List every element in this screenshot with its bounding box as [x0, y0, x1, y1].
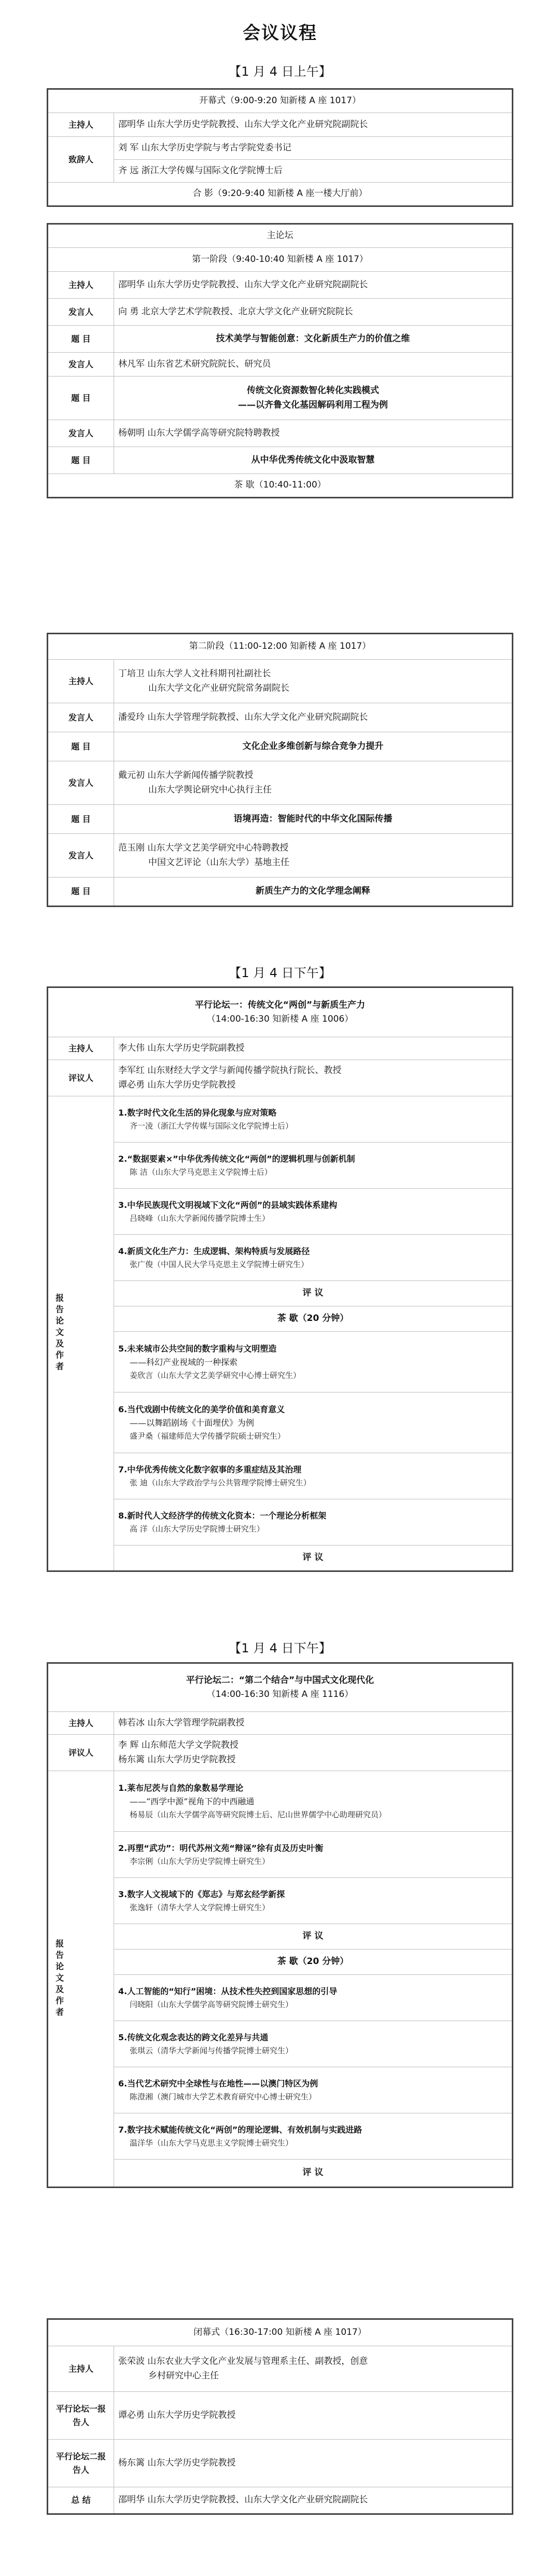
role-label: 发言人 — [48, 834, 114, 878]
stage2-speaker — [114, 761, 513, 805]
day-label-afternoon: 【1 月 4 日下午】 — [229, 966, 331, 980]
main-forum-header: 主论坛 — [48, 224, 513, 248]
stage1-topic — [114, 377, 513, 420]
role-label: 发言人 — [48, 703, 114, 732]
review-label: 评 议 — [114, 2160, 513, 2188]
paper-item — [114, 1975, 513, 2021]
speaker-line: 中国文艺评论（山东大学）基地主任 — [148, 857, 289, 868]
opening-speaker-1: 刘 军 山东大学历史学院与考古学院党委书记 — [114, 137, 513, 160]
stage2-topic: 文化企业多维创新与综合竞争力提升 — [114, 732, 513, 761]
closing-table — [47, 2318, 513, 2515]
role-label: 主持人 — [48, 1712, 114, 1735]
opening-header: 开幕式（9:00-9:20 知新楼 A 座 1017） — [48, 89, 513, 113]
role-label: 评议人 — [48, 1060, 114, 1096]
stage1-speaker: 杨朝明 山东大学儒学高等研究院特聘教授 — [114, 420, 513, 447]
forum2-reviewers — [114, 1735, 513, 1771]
stage2-host — [114, 660, 513, 703]
opening-speaker-2: 齐 远 浙江大学传媒与国际文化学院博士后 — [114, 160, 513, 183]
speaker-line: 范玉刚 山东大学文艺美学研究中心特聘教授 — [118, 843, 289, 854]
main-forum-stage1-table — [47, 223, 513, 498]
reviewer-line: 李 辉 山东师范大学文学院教授 — [118, 1740, 239, 1751]
review-label: 评 议 — [114, 1924, 513, 1950]
speaker-line: 戴元初 山东大学新闻传播学院教授 — [118, 770, 254, 781]
paper-subtitle: ——科幻产业视域的一种探索 — [130, 1357, 238, 1367]
paper-item — [114, 1393, 513, 1453]
forum1-title: 平行论坛一：传统文化“两创”与新质生产力 — [194, 999, 366, 1010]
papers-label: 报告论文及作者 — [54, 1939, 64, 2019]
reviewer-line: 杨东篱 山东大学历史学院教授 — [118, 1754, 236, 1765]
role-label: 发言人 — [48, 299, 114, 326]
forum1-header — [48, 987, 513, 1037]
stage1-topic: 技术美学与智能创意：文化新质生产力的价值之维 — [114, 326, 513, 353]
paper-item — [114, 1143, 513, 1189]
paper-author: 吕晓峰（山东大学新闻传播学院博士生） — [130, 1213, 270, 1223]
paper-subtitle: ——“西学中源”视角下的中西融通 — [130, 1797, 255, 1806]
host-role-label: 主持人 — [48, 113, 114, 137]
forum1-host: 李大伟 山东大学历史学院副教授 — [114, 1037, 513, 1060]
paper-item — [114, 1771, 513, 1832]
paper-title: 1.数字时代文化生活的异化现象与应对策略 — [118, 1108, 277, 1118]
paper-title: 4.新质文化生产力：生成逻辑、架构特质与发展路径 — [118, 1246, 310, 1257]
paper-item — [114, 2113, 513, 2160]
forum1-time: （14:00-16:30 知新楼 A 座 1006） — [206, 1014, 354, 1024]
role-label: 题 目 — [48, 447, 114, 474]
papers-label: 报告论文及作者 — [54, 1293, 64, 1373]
paper-item — [114, 2021, 513, 2067]
stage1-speaker: 向 勇 北京大学艺术学院教授、北京大学文化产业研究院院长 — [114, 299, 513, 326]
paper-item — [114, 1235, 513, 1281]
role-label: 总 结 — [48, 2487, 114, 2514]
paper-title: 6.当代戏剧中传统文化的美学价值和美育意义 — [118, 1404, 285, 1415]
paper-author: 张逸轩（清华大学人文学院博士研究生） — [130, 1902, 270, 1912]
paper-item — [114, 1832, 513, 1878]
role-label: 发言人 — [48, 761, 114, 805]
stage1-topic: 从中华优秀传统文化中汲取智慧 — [114, 447, 513, 474]
forum2-header — [48, 1663, 513, 1712]
opening-table — [47, 88, 513, 207]
stage2-speaker: 潘爱玲 山东大学管理学院教授、山东大学文化产业研究院副院长 — [114, 703, 513, 732]
main-forum-stage2-table — [47, 633, 513, 907]
paper-author: 杨易辰（山东大学儒学高等研究院博士后、尼山世界儒学中心助理研究员） — [130, 1809, 387, 1819]
paper-title: 8.新时代人文经济学的传统文化资本：一个理论分析框架 — [118, 1511, 327, 1521]
parallel-forum-2-table — [47, 1662, 513, 2188]
role-label: 发言人 — [48, 353, 114, 377]
stage2-header: 第二阶段（11:00-12:00 知新楼 A 座 1017） — [48, 634, 513, 660]
paper-author: 温洋华（山东大学马克思主义学院博士研究生） — [130, 2138, 293, 2148]
role-label: 题 目 — [48, 377, 114, 420]
forum2-title: 平行论坛二：“第二个结合”与中国式文化现代化 — [186, 1675, 374, 1686]
stage2-topic: 新质生产力的文化学理念阐释 — [114, 878, 513, 907]
paper-title: 3.中华民族现代文明视域下文化“两创”的县域实践体系建构 — [118, 1200, 338, 1210]
tea-break: 茶 歇（10:40-11:00） — [48, 474, 513, 498]
paper-item — [114, 1878, 513, 1924]
forum1-reviewers — [114, 1060, 513, 1096]
role-label: 主持人 — [48, 2346, 114, 2392]
paper-title: 6.当代艺术研究中全球性与在地性——以澳门特区为例 — [118, 2079, 318, 2089]
role-label: 题 目 — [48, 326, 114, 353]
paper-author: 齐一凌（浙江大学传媒与国际文化学院博士后） — [130, 1121, 293, 1131]
stage2-speaker — [114, 834, 513, 878]
paper-item — [114, 1189, 513, 1235]
stage1-speaker: 林凡军 山东省艺术研究院院长、研究员 — [114, 353, 513, 377]
role-label: 题 目 — [48, 805, 114, 834]
topic-line: ——以齐鲁文化基因解码利用工程为例 — [238, 399, 388, 410]
papers-label-cell — [48, 1771, 114, 2188]
paper-title: 1.莱布尼茨与自然的象数易学理论 — [118, 1783, 244, 1793]
day-label-afternoon-2: 【1 月 4 日下午】 — [229, 1641, 331, 1655]
topic-line: 传统文化资源数智化转化实践模式 — [247, 385, 379, 396]
stage1-header: 第一阶段（9:40-10:40 知新楼 A 座 1017） — [48, 248, 513, 272]
paper-item — [114, 1499, 513, 1545]
stage1-host: 邵明华 山东大学历史学院教授、山东大学文化产业研究院副院长 — [114, 272, 513, 299]
paper-title: 7.中华优秀传统文化数字叙事的多重症结及其治理 — [118, 1465, 302, 1475]
host-line: 丁培卫 山东大学人文社科期刊社副社长 — [118, 669, 271, 679]
day-label-morning: 【1 月 4 日上午】 — [229, 64, 331, 79]
paper-author: 张广俊（中国人民大学马克思主义学院博士研究生） — [130, 1259, 309, 1269]
paper-item — [114, 2067, 513, 2113]
role-label: 题 目 — [48, 732, 114, 761]
forum2-reporter: 杨东篱 山东大学历史学院教授 — [114, 2440, 513, 2487]
paper-author: 李宗俐（山东大学历史学院博士研究生） — [130, 1856, 270, 1866]
paper-title: 2.“数据要素×”中华优秀传统文化“两创”的逻辑机理与创新机制 — [118, 1154, 355, 1164]
closing-header: 闭幕式（16:30-17:00 知新楼 A 座 1017） — [48, 2319, 513, 2346]
role-label: 主持人 — [48, 660, 114, 703]
paper-author: 闫晓阳（山东大学儒学高等研究院博士研究生） — [130, 1999, 293, 2009]
speaker-line: 山东大学舆论研究中心执行主任 — [148, 784, 272, 795]
paper-item — [114, 1332, 513, 1393]
paper-author: 张琪云（清华大学新闻与传播学院博士研究生） — [130, 2045, 293, 2055]
closing-host — [114, 2346, 513, 2392]
paper-subtitle: ——以舞蹈剧场《十面埋伏》为例 — [130, 1418, 255, 1428]
reviewer-line: 李军红 山东财经大学文学与新闻传播学院执行院长、教授 — [118, 1065, 342, 1076]
group-photo: 合 影（9:20-9:40 知新楼 A 座一楼大厅前） — [48, 183, 513, 206]
forum2-host: 韩若冰 山东大学管理学院副教授 — [114, 1712, 513, 1735]
paper-title: 3.数字人文视域下的《郑志》与郑玄经学新探 — [118, 1889, 285, 1900]
paper-author: 陈澄湘（澳门城市大学艺术教育研究中心博士研究生） — [130, 2092, 317, 2101]
speech-role-label: 致辞人 — [48, 137, 114, 183]
paper-item — [114, 1096, 513, 1143]
role-label: 平行论坛二报告人 — [48, 2440, 114, 2487]
role-label: 评议人 — [48, 1735, 114, 1771]
review-label: 评 议 — [114, 1281, 513, 1306]
parallel-forum-1-table — [47, 986, 513, 1572]
review-label: 评 议 — [114, 1545, 513, 1571]
reviewer-line: 谭必勇 山东大学历史学院教授 — [118, 1079, 236, 1090]
paper-title: 5.未来城市公共空间的数字重构与文明塑造 — [118, 1344, 277, 1354]
role-label: 主持人 — [48, 272, 114, 299]
paper-item — [114, 1453, 513, 1499]
paper-title: 5.传统文化观念表达的跨文化差异与共通 — [118, 2032, 269, 2043]
stage2-topic: 语境再造：智能时代的中华文化国际传播 — [114, 805, 513, 834]
role-label: 题 目 — [48, 878, 114, 907]
tea-break: 茶 歇（20 分钟） — [114, 1306, 513, 1332]
paper-title: 7.数字技术赋能传统文化“两创”的理论逻辑、有效机制与实践进路 — [118, 2125, 362, 2135]
papers-label-cell — [48, 1096, 114, 1571]
paper-title: 2.再塑“武功”：明代苏州文苑“辩诬”徐有贞及历史叶衡 — [118, 1843, 324, 1854]
paper-author: 盛尹桑（福建师范大学传播学院硕士研究生） — [130, 1431, 286, 1441]
role-label: 平行论坛一报告人 — [48, 2392, 114, 2440]
role-label: 发言人 — [48, 420, 114, 447]
paper-title: 4.人工智能的“知行”困境：从技术性失控到国家思想的引导 — [118, 1986, 338, 1997]
role-label: 主持人 — [48, 1037, 114, 1060]
host-line: 山东大学文化产业研究院常务副院长 — [148, 683, 289, 693]
closing-summary: 邵明华 山东大学历史学院教授、山东大学文化产业研究院副院长 — [114, 2487, 513, 2514]
host-line: 乡村研究中心主任 — [148, 2370, 219, 2381]
paper-author: 陈 洁（山东大学马克思主义学院博士后） — [130, 1167, 272, 1177]
forum2-time: （14:00-16:30 知新楼 A 座 1116） — [206, 1689, 354, 1700]
page-title: 会议议程 — [243, 23, 317, 44]
paper-author: 姜欣言（山东大学文艺美学研究中心博士研究生） — [130, 1370, 301, 1380]
opening-host: 邵明华 山东大学历史学院教授、山东大学文化产业研究院副院长 — [114, 113, 513, 137]
host-line: 张荣波 山东农业大学文化产业发展与管理系主任、副教授，创意 — [118, 2356, 368, 2367]
forum1-reporter: 谭必勇 山东大学历史学院教授 — [114, 2392, 513, 2440]
paper-author: 张 迪（山东大学政治学与公共管理学院博士研究生） — [130, 1478, 311, 1487]
tea-break: 茶 歇（20 分钟） — [114, 1950, 513, 1975]
paper-author: 高 洋（山东大学历史学院博士研究生） — [130, 1524, 264, 1534]
